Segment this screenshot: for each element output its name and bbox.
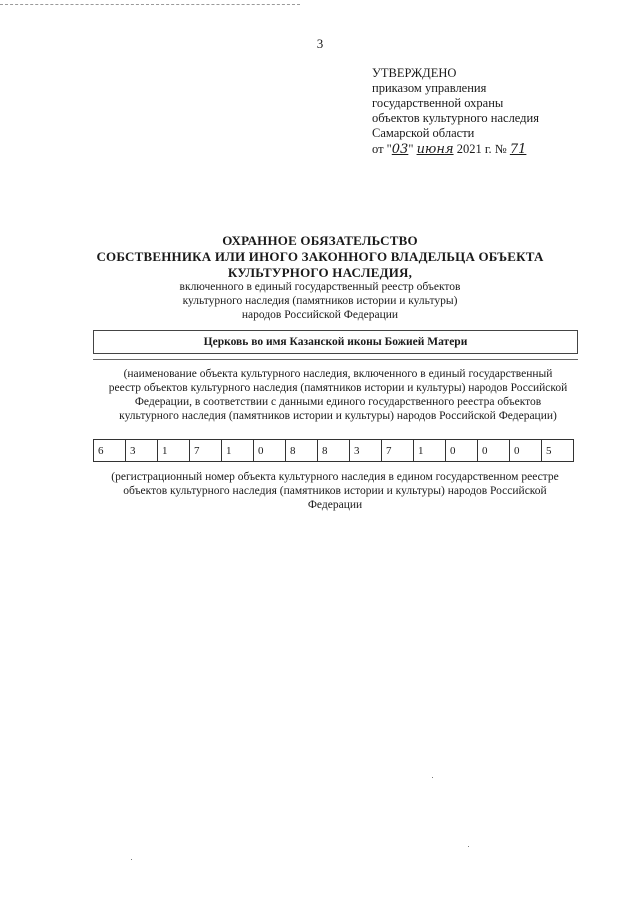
heading-line: СОБСТВЕННИКА ИЛИ ИНОГО ЗАКОННОГО ВЛАДЕЛЬЦА ОБЪЕКТА	[96, 249, 544, 264]
registration-digit-cell: 5	[542, 440, 574, 462]
registration-digit-cell: 1	[414, 440, 446, 462]
registration-digit-cell: 8	[318, 440, 350, 462]
registration-digit-cell: 6	[94, 440, 126, 462]
heading-line: ОХРАННОЕ ОБЯЗАТЕЛЬСТВО	[222, 233, 418, 248]
registration-number-caption	[100, 470, 570, 512]
approval-line: приказом управления	[372, 81, 487, 95]
caption-line: культурного наследия (памятников истории и культуры) народов Российской Федерации)	[119, 410, 557, 422]
date-quote: "	[408, 142, 414, 156]
approval-date-line	[372, 142, 622, 157]
registration-digit-cell: 0	[254, 440, 286, 462]
subheading-line: народов Российской Федерации	[241, 309, 399, 321]
approval-title: УТВЕРЖДЕНО	[372, 66, 457, 80]
date-prefix: от "	[372, 142, 392, 156]
approval-line: государственной охраны	[372, 96, 504, 110]
registration-digit-cell: 1	[222, 440, 254, 462]
handwritten-month: июня	[416, 142, 454, 157]
registration-digit-cell: 3	[350, 440, 382, 462]
scan-speck	[468, 846, 469, 847]
approval-line: Самарской области	[372, 126, 475, 140]
date-year-label: 2021 г. №	[456, 142, 507, 156]
caption-line: объектов культурного наследия (памятников истории и культуры) народов Российской	[123, 485, 547, 497]
registration-digit-cell: 3	[126, 440, 158, 462]
registration-digit-cell: 8	[286, 440, 318, 462]
registration-digit-cell: 0	[478, 440, 510, 462]
caption-line: (наименование объекта культурного наследия, включенного в единый государственный	[123, 368, 553, 380]
registration-number-row	[94, 440, 574, 462]
registration-digit-cell: 1	[158, 440, 190, 462]
page-number: 3	[316, 36, 324, 51]
registration-digit-cell: 0	[510, 440, 542, 462]
subheading-line: культурного наследия (памятников истории и культуры)	[182, 295, 458, 307]
approval-line: объектов культурного наследия	[372, 111, 539, 125]
scan-edge-line	[0, 4, 300, 5]
object-name-field: Церковь во имя Казанской иконы Божией Матери	[93, 330, 578, 354]
subheading-line: включенного в единый государственный реестр объектов	[179, 281, 461, 293]
scan-speck	[131, 859, 132, 860]
object-name-caption	[96, 367, 580, 423]
approval-stamp-block	[372, 66, 622, 157]
registration-digit-cell: 0	[446, 440, 478, 462]
scan-speck	[432, 777, 433, 778]
handwritten-day: 03	[391, 142, 409, 157]
document-heading	[60, 233, 580, 281]
caption-line: Федерации, в соответствии с данными единого государственного реестра объектов	[134, 396, 542, 408]
document-subheading	[100, 280, 540, 322]
caption-line: реестр объектов культурного наследия (памятников истории и культуры) народов Российской	[108, 382, 568, 394]
caption-line: Федерации	[307, 499, 363, 511]
caption-line: (регистрационный номер объекта культурного наследия в едином государственном реестре	[111, 471, 559, 483]
object-name-underline	[93, 359, 578, 360]
registration-digit-cell: 7	[382, 440, 414, 462]
heading-line: КУЛЬТУРНОГО НАСЛЕДИЯ,	[227, 265, 413, 280]
handwritten-order-number: 71	[509, 142, 527, 157]
registration-number-grid	[93, 439, 574, 462]
registration-digit-cell: 7	[190, 440, 222, 462]
